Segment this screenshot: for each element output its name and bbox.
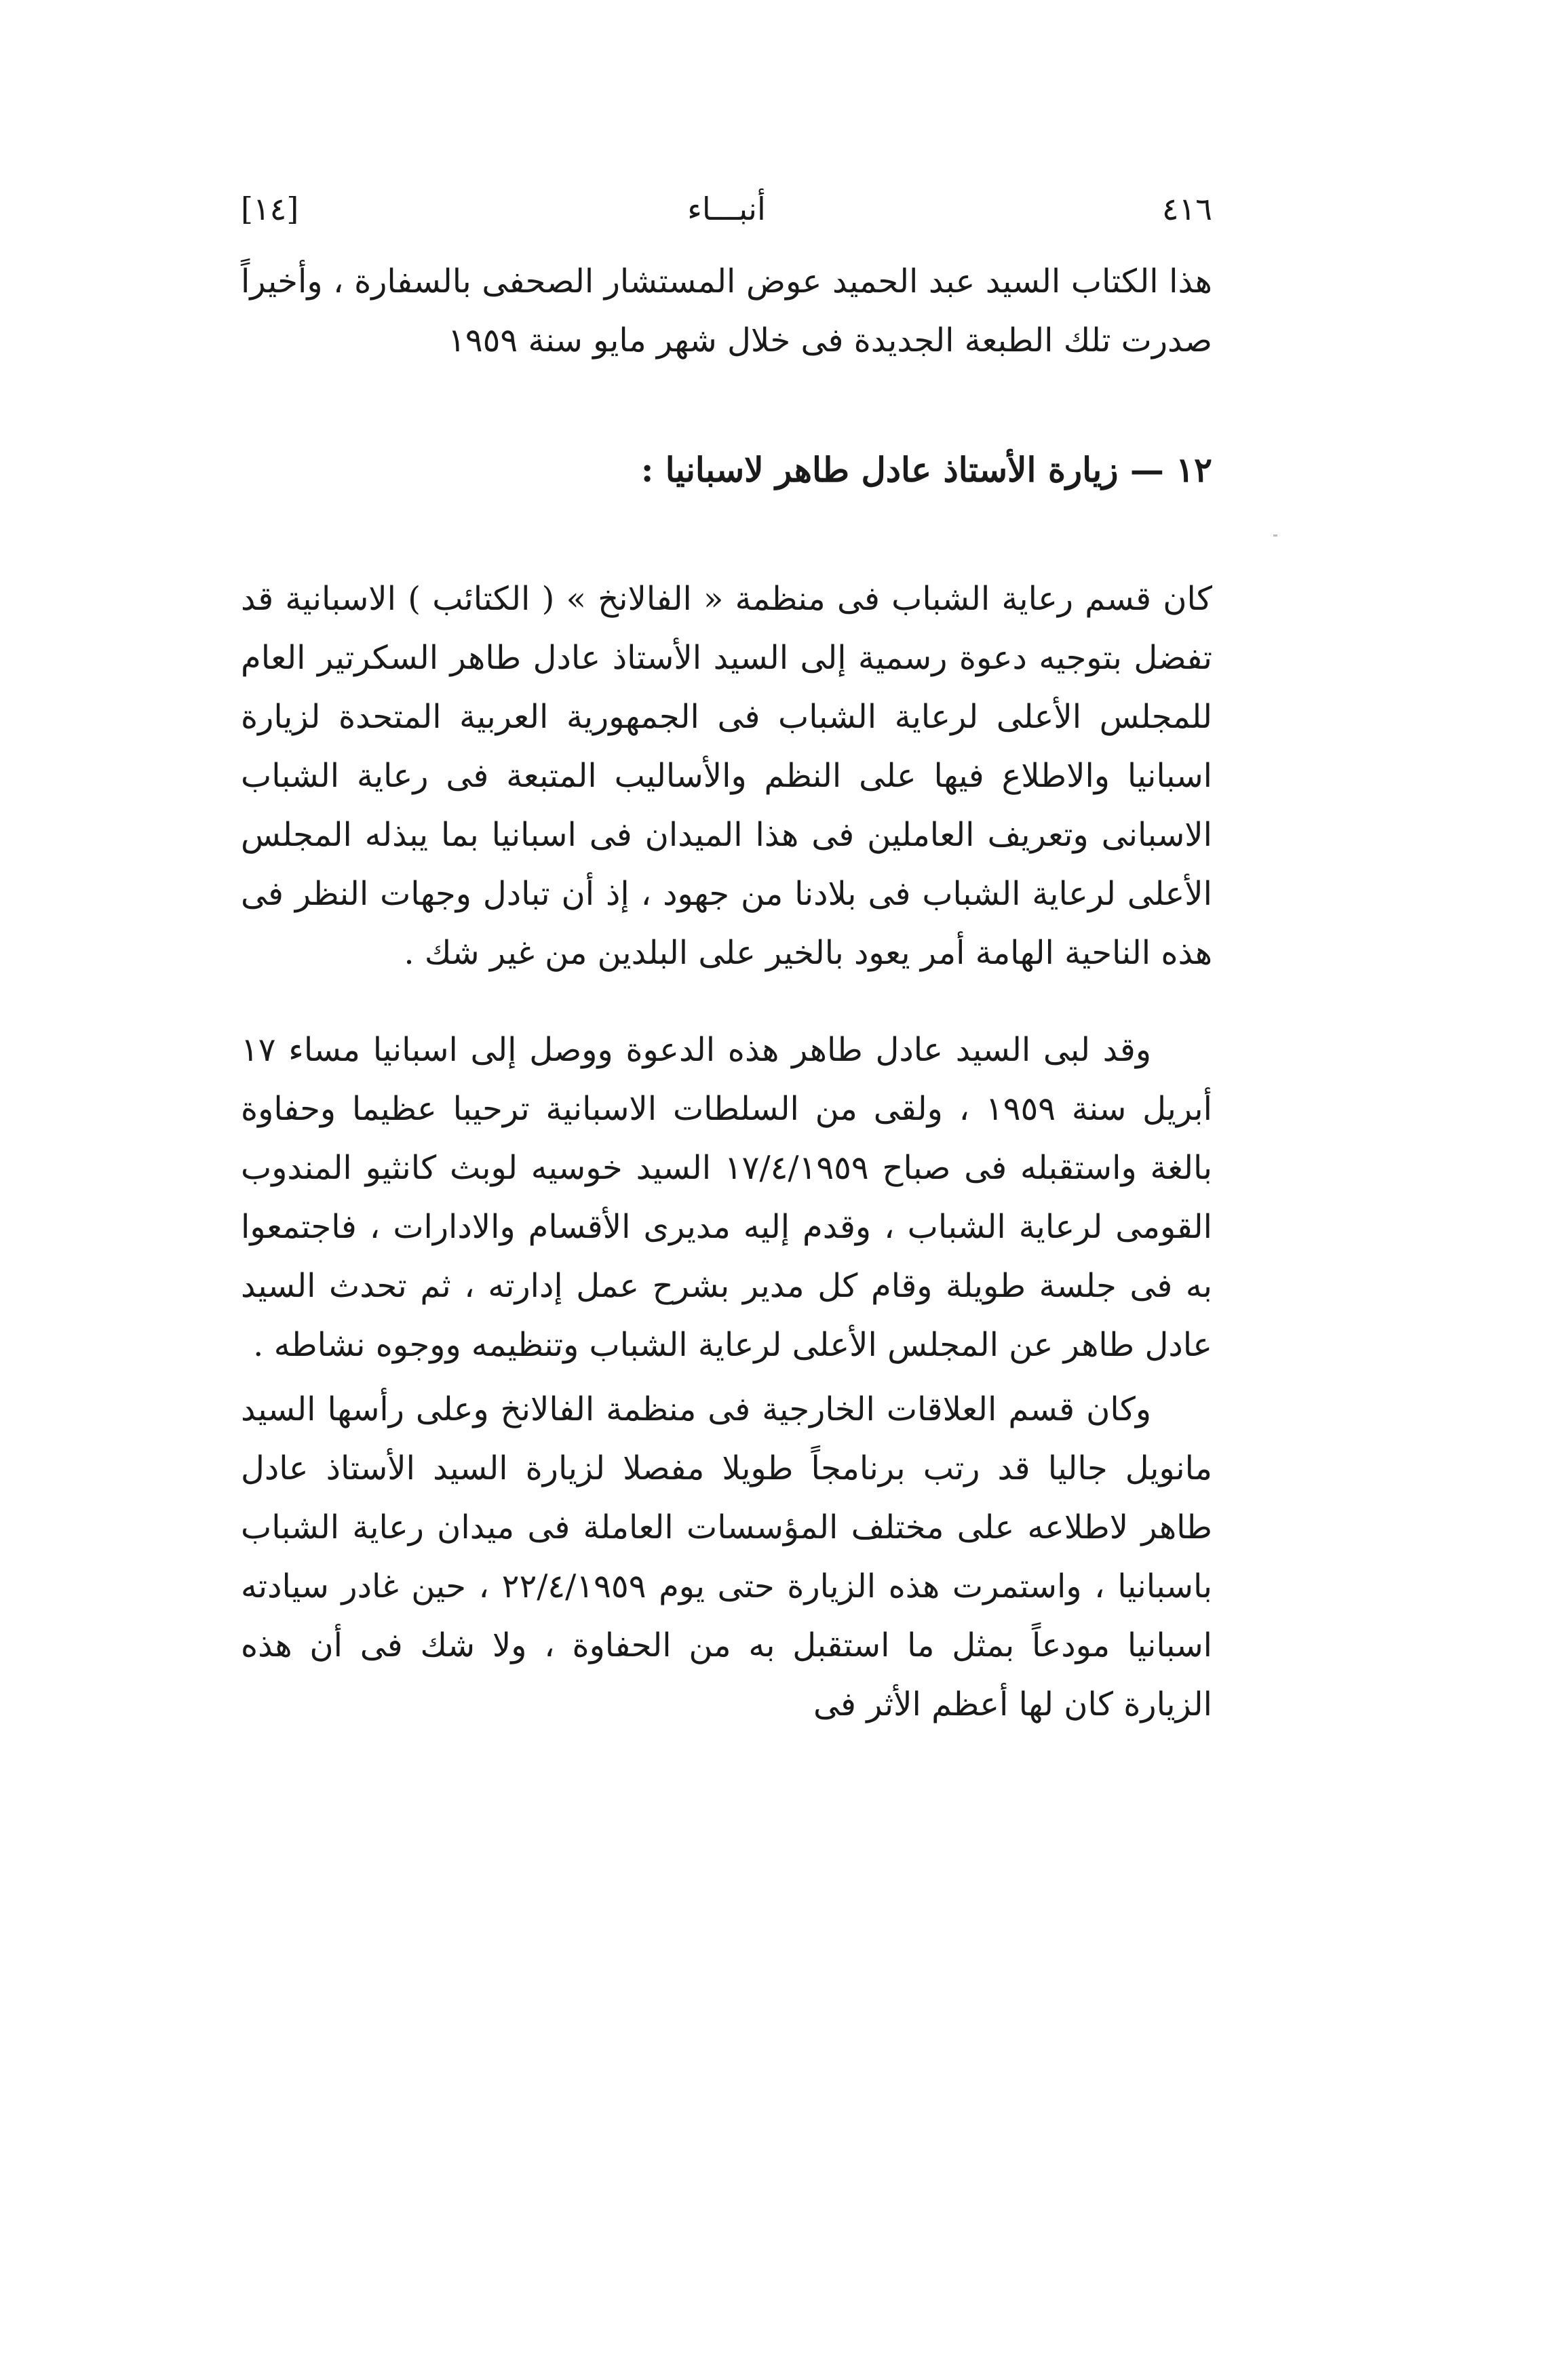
body-paragraph: كان قسم رعاية الشباب فى منظمة « الفالانخ » ( الكتائب ) الاسبانية قد تفضل بتوجيه دعوة رسمية إلى السيد الأستاذ عادل طاهر السكرتير العام للمجلس الأعلى لرعاية الشباب فى الجمهورية العربية المتحدة لزيارة اسبانيا والاطلاع فيها على النظم والأساليب المتبعة فى رعاية الشباب الاسبانى وتعريف العاملين فى هذا الميدان فى اسبانيا بما يبذله المجلس الأعلى لرعاية الشباب فى بلادنا من جهود ، إذ أن تبادل وجهات النظر فى هذه الناحية الهامة أمر يعود بالخير على البلدين من غير شك .	[241, 580, 1212, 972]
running-title: أنبـــاء	[687, 191, 766, 227]
scan-speck	[1273, 534, 1277, 537]
page-number: ٤١٦	[1161, 191, 1212, 227]
body-paragraph: وقد لبى السيد عادل طاهر هذه الدعوة ووصل إلى اسبانيا مساء ١٧ أبريل سنة ١٩٥٩ ، ولقى من السلطات الاسبانية ترحيبا عظيما وحفاوة بالغة واستقبله فى صباح ١٧/٤/١٩٥٩ السيد خوسيه لوبث كانثيو المندوب القومى لرعاية الشباب ، وقدم إليه مديرى الأقسام والادارات ، فاجتمعوا به فى جلسة طويلة وقام كل مدير بشرح عمل إدارته ، ثم تحدث السيد عادل طاهر عن المجلس الأعلى لرعاية الشباب وتنظيمه ووجوه نشاطه .	[241, 1031, 1213, 1364]
body-paragraph: وكان قسم العلاقات الخارجية فى منظمة الفالانخ وعلى رأسها السيد مانويل جاليا قد رتب برنامجاً طويلا مفصلا لزيارة السيد الأستاذ عادل طاهر لاطلاعه على مختلف المؤسسات العاملة فى ميدان رعاية الشباب باسبانيا ، واستمرت هذه الزيارة حتى يوم ٢٢/٤/١٩٥٩ ، حين غادر سيادته اسبانيا مودعاً بمثل ما استقبل به من الحفاوة ، ولا شك فى أن هذه الزيارة كان لها أعظم الأثر فى	[241, 1390, 1213, 1723]
section-number: [١٤]	[241, 191, 299, 227]
intro-paragraph: هذا الكتاب السيد عبد الحميد عوض المستشار الصحفى بالسفارة ، وأخيراً صدرت تلك الطبعة الجديدة فى خلال شهر مايو سنة ١٩٥٩	[241, 262, 1212, 359]
section-heading: ١٢ — زيارة الأستاذ عادل طاهر لاسبانيا :	[640, 450, 1212, 490]
page-header	[241, 182, 1212, 236]
